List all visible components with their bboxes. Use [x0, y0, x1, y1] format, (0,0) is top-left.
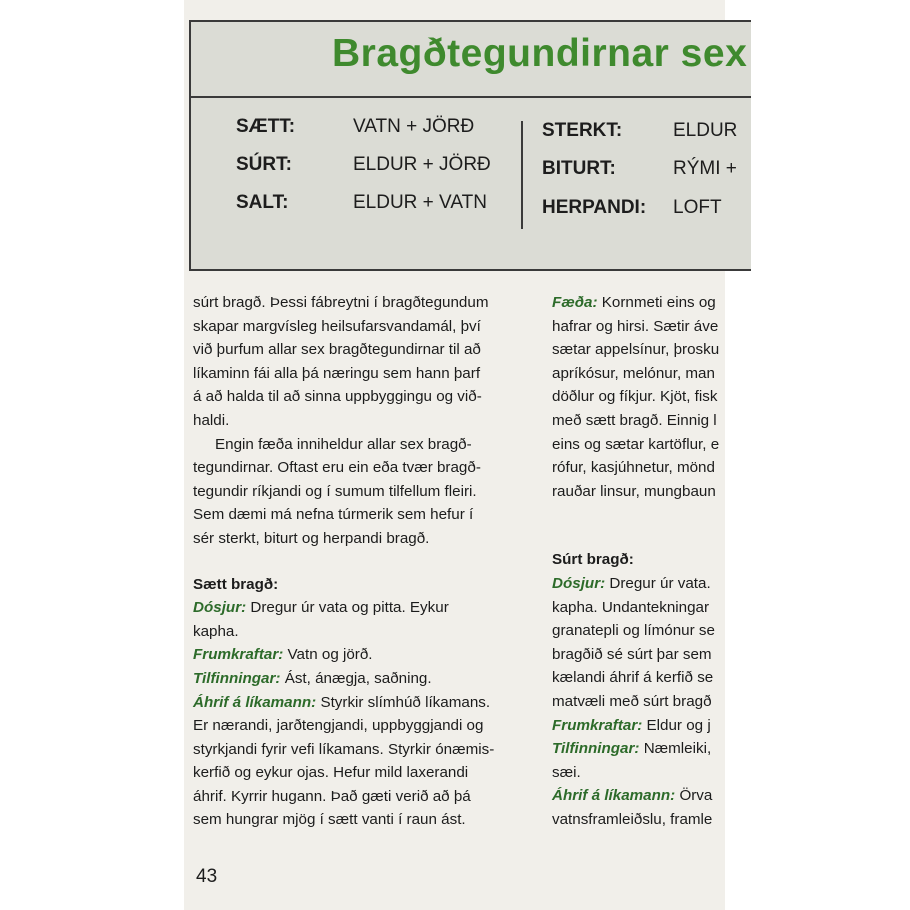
frumkraftar-label: Frumkraftar:	[552, 716, 643, 734]
text-line: við þurfum allar sex bragðtegundirnar til að	[193, 341, 481, 359]
taste-name: SÚRT:	[236, 154, 292, 175]
tilfinningar-label: Tilfinningar:	[552, 740, 640, 758]
frumkraftar-text: Vatn og jörð.	[283, 646, 373, 664]
right-column	[552, 291, 752, 831]
text-line: rauðar linsur, mungbaun	[552, 482, 716, 500]
taste-name: HERPANDI:	[542, 197, 647, 218]
column-divider	[521, 121, 523, 229]
taste-name: BITURT:	[542, 158, 616, 179]
text-line: eins og sætar kartöflur, e	[552, 435, 720, 453]
taste-name: SÆTT:	[236, 116, 296, 137]
intro-paragraph	[193, 291, 538, 433]
text-line: haldi.	[193, 411, 230, 429]
text-line: bragðið sé súrt þar sem	[552, 645, 712, 663]
text-line: Sem dæmi má nefna túrmerik sem hefur í	[193, 506, 474, 524]
text-line: tegundir ríkjandi og í sumum tilfellum fleiri.	[193, 482, 477, 500]
text-line: sér sterkt, biturt og herpandi bragð.	[193, 529, 430, 547]
text-line: súrt bragð. Þessi fábreytni í bragðtegundum	[193, 294, 489, 311]
ahrif-text: Örva	[675, 787, 713, 805]
taste-elements: LOFT	[673, 197, 722, 218]
taste-name: SALT:	[236, 192, 289, 213]
text-line: kapha. Undantekningar	[552, 598, 710, 616]
tilfinningar-text: Ást, ánægja, saðning.	[280, 669, 432, 687]
text-line: sæi.	[552, 763, 581, 781]
text-line: kælandi áhrif á kerfið se	[552, 669, 714, 687]
ahrif-line	[552, 784, 752, 808]
text-line: kapha.	[193, 622, 239, 640]
text-line: Engin fæða inniheldur allar sex bragð-	[215, 435, 472, 453]
text-line: sætar appelsínur, þrosku	[552, 341, 720, 359]
faeda-text: Kornmeti eins og	[597, 294, 716, 311]
section-heading-sour: Súrt bragð:	[552, 551, 634, 569]
text-line: rófur, kasjúhnetur, mönd	[552, 459, 715, 477]
tastes-summary-box	[189, 20, 751, 271]
text-line: kerfið og eykur ojas. Hefur mild laxerandi	[193, 764, 469, 782]
ahrif-label: Áhrif á líkamann:	[193, 693, 317, 711]
text-line: granatepli og límónur se	[552, 622, 715, 640]
taste-elements: ELDUR	[673, 120, 738, 141]
dosjur-label: Dósjur:	[552, 574, 606, 592]
taste-elements: ELDUR + VATN	[353, 192, 487, 213]
text-line: vatnsframleiðslu, framle	[552, 810, 713, 828]
text-line: matvæli með súrt bragð	[552, 692, 712, 710]
ahrif-label: Áhrif á líkamann:	[552, 787, 676, 805]
text-line: áhrif. Kyrrir hugann. Það gæti verið að þá	[193, 787, 471, 805]
text-line: Er nærandi, jarðtengjandi, uppbyggjandi og	[193, 717, 484, 735]
text-line: styrkjandi fyrir vefi líkamans. Styrkir ónæmis-	[193, 740, 495, 758]
text-line: döðlur og fíkjur. Kjöt, fisk	[552, 388, 718, 406]
faeda-line	[552, 291, 752, 315]
frumkraftar-line	[193, 643, 538, 667]
text-line: með sætt bragð. Einnig l	[552, 411, 717, 429]
title-band	[191, 22, 751, 98]
page-number: 43	[196, 866, 218, 887]
text-line: á að halda til að sinna uppbyggingu og við-	[193, 388, 482, 406]
text-line: skapar margvísleg heilsufarsvandamál, því	[193, 317, 481, 335]
tilfinningar-text: Næmleiki,	[639, 740, 712, 758]
second-paragraph	[193, 433, 538, 551]
section-heading-sweet: Sætt bragð:	[193, 575, 279, 593]
dosjur-line	[193, 596, 538, 620]
tilfinningar-line	[552, 737, 752, 761]
frumkraftar-line	[552, 714, 752, 738]
taste-name: STERKT:	[542, 120, 623, 141]
faeda-label: Fæða:	[552, 294, 598, 311]
taste-elements: ELDUR + JÖRÐ	[353, 154, 491, 175]
frumkraftar-label: Frumkraftar:	[193, 646, 284, 664]
text-line: apríkósur, melónur, man	[552, 364, 715, 382]
ahrif-line	[193, 691, 538, 715]
taste-elements: RÝMI +	[673, 158, 737, 179]
text-line: líkaminn fái alla þá næringu sem hann þarf	[193, 364, 481, 382]
dosjur-label: Dósjur:	[193, 599, 247, 617]
tilfinningar-label: Tilfinningar:	[193, 669, 281, 687]
book-page	[184, 0, 748, 910]
text-line: tegundirnar. Oftast eru ein eða tvær bragð-	[193, 459, 481, 477]
tilfinningar-line	[193, 667, 538, 691]
dosjur-text: Dregur úr vata.	[605, 574, 711, 592]
page-title: Bragðtegundirnar sex	[332, 32, 748, 75]
left-column	[193, 291, 538, 832]
dosjur-line	[552, 572, 752, 596]
text-line: sem hungrar mjög í sætt vanti í raun ást.	[193, 811, 466, 829]
frumkraftar-text: Eldur og j	[642, 716, 711, 734]
taste-elements: VATN + JÖRÐ	[353, 116, 475, 137]
text-line: hafrar og hirsi. Sætir áve	[552, 317, 719, 335]
dosjur-text: Dregur úr vata og pitta. Eykur	[246, 599, 449, 617]
ahrif-text: Styrkir slímhúð líkamans.	[316, 693, 491, 711]
